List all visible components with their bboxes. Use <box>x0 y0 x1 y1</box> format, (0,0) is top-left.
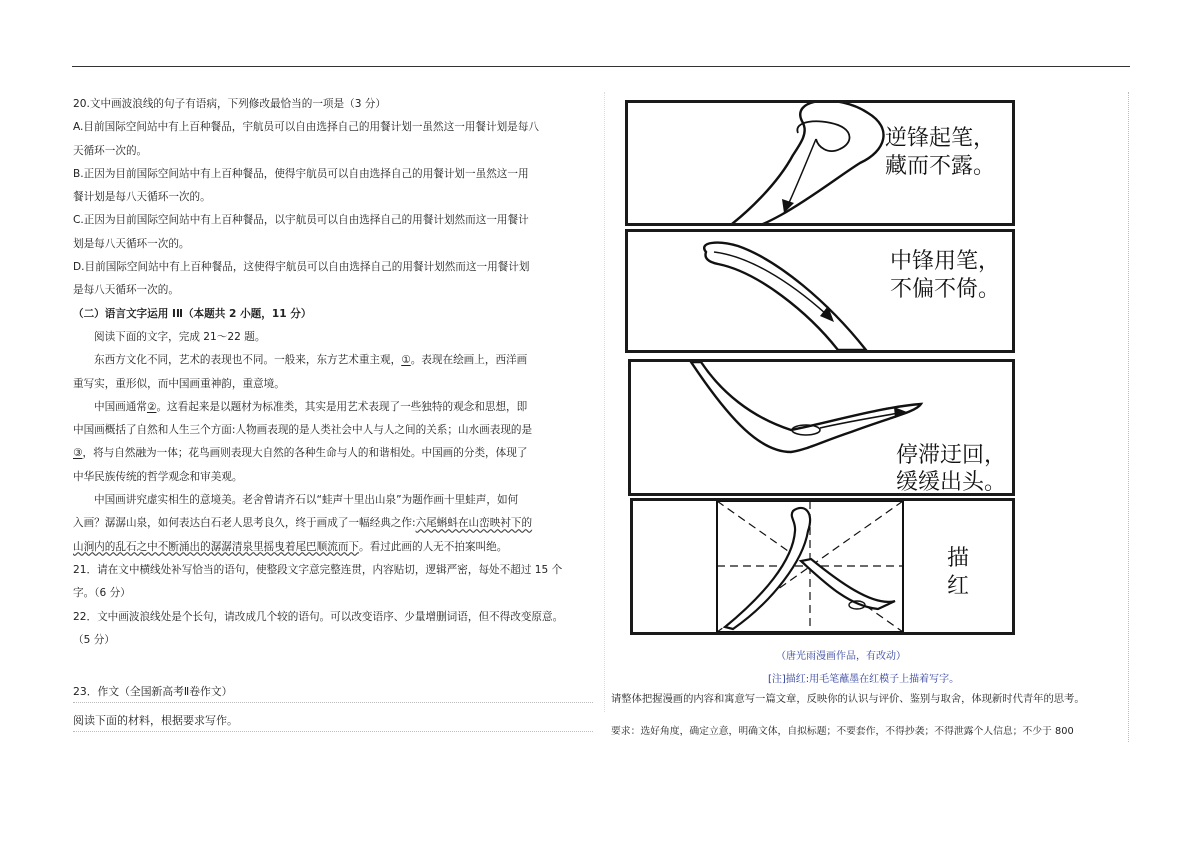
panel1-line2: 藏而不露。 <box>885 154 996 179</box>
blank-3[interactable]: ③ <box>73 447 83 460</box>
blank-1[interactable]: ① <box>401 354 411 367</box>
q20-option-a: A.目前国际空间站中有上百种餐品，宇航员可以自由选择自己的用餐计划一虽然这一用餐计划是每八 <box>73 121 539 134</box>
essay-task: 请整体把握漫画的内容和寓意写一篇文章，反映你的认识与评价、鉴别与取舍，体现新时代青年的思考。 <box>611 693 1085 705</box>
wavy-sentence-part1: 六尾蝌蚪在山峦映衬下的 <box>415 517 533 530</box>
passage-p3-line3: 山涧内的乱石之中不断涌出的潺潺清泉里摇曳着尾巴顺流而下。看过此画的人无不拍案叫绝。 <box>73 540 508 553</box>
q20-option-c: C.正因为目前国际空间站中有上百种餐品，以宇航员可以自由选择自己的用餐计划然而这一用餐计 <box>73 214 529 227</box>
essay-requirements: 要求：选好角度，确定立意，明确文体，自拟标题；不要套作，不得抄袭；不得泄露个人信息；不少于 800 <box>611 726 1074 737</box>
q21-line1: 21．请在文中横线处补写恰当的语句，使整段文字意完整连贯，内容贴切，逻辑严密，每处不超过 15 个 <box>73 563 563 576</box>
q20-option-b-cont: 餐计划是每八天循环一次的。 <box>73 191 211 204</box>
comic-panel-2 <box>625 229 1015 353</box>
passage-p2-line3: ③，将与自然融为一体；花鸟画则表现大自然的各种生命与人的和谐相处。中国画的分类，体现了 <box>73 447 528 460</box>
q23-title: 23．作文（全国新高考Ⅱ卷作文） <box>73 684 593 703</box>
panel2-line2: 不偏不倚。 <box>890 277 1001 302</box>
q22-line2: （5 分） <box>73 633 115 646</box>
q20-option-b: B.正因为目前国际空间站中有上百种餐品，使得宇航员可以自由选择自己的用餐计划一虽然这一用 <box>73 167 529 180</box>
comic-panel-4 <box>630 498 1015 635</box>
passage-p2-line4: 中华民族传统的哲学观念和审美观。 <box>73 470 243 483</box>
q20-stem: 20.文中画波浪线的句子有语病，下列修改最恰当的一项是（3 分） <box>73 98 386 110</box>
q20-option-d: D.目前国际空间站中有上百种餐品，这使得宇航员可以自由选择自己的用餐计划然而这一用餐计划 <box>73 261 530 274</box>
panel3-line1: 停滞迂回， <box>896 443 1007 468</box>
panel4-char-1: 描 <box>947 546 970 571</box>
q21-line2: 字。（6 分） <box>73 587 131 600</box>
passage-p2-line1: 中国画通常②。这看起来是以题材为标准类，其实是用艺术表现了一些独特的观念和思想，即 <box>94 400 528 413</box>
figure-caption: （唐光雨漫画作品，有改动） <box>776 651 906 662</box>
reading-instruction: 阅读下面的文字，完成 21～22 题。 <box>94 330 266 343</box>
figure-note: [注]描红:用毛笔蘸墨在红模子上描着写字。 <box>768 674 960 685</box>
q23-section <box>73 684 593 732</box>
passage-p2-line2: 中国画概括了自然和人生三个方面:人物画表现的是人类社会中人与人之间的关系；山水画表现的是 <box>73 424 533 437</box>
passage-p1-line2: 重写实，重形似，而中国画重神韵，重意境。 <box>73 377 285 390</box>
right-margin-dots <box>1128 92 1129 742</box>
comic-panel-1 <box>625 100 1015 226</box>
q20-option-a-cont: 天循环一次的。 <box>73 144 148 157</box>
q20-option-d-cont: 是每八天循环一次的。 <box>73 284 179 297</box>
passage-p3-line1: 中国画讲究虚实相生的意境美。老舍曾请齐石以“蛙声十里出山泉”为题作画十里蛙声，如何 <box>94 494 519 507</box>
q22-line1: 22．文中画波浪线处是个长句，请改成几个较的语句。可以改变语序、少量增删词语，但不得改变原意。 <box>73 610 564 623</box>
wavy-sentence-part2: 山涧内的乱石之中不断涌出的潺潺清泉里摇曳着尾巴顺流而下 <box>73 540 360 553</box>
q23-instruction: 阅读下面的材料，根据要求写作。 <box>73 713 593 732</box>
panel1-line1: 逆锋起笔， <box>885 126 996 151</box>
passage-p3-line2: 入画？潺潺山泉，如何表达白石老人思考良久，终于画成了一幅经典之作:六尾蝌蚪在山峦映衬下的 <box>73 517 533 530</box>
column-separator <box>604 92 605 712</box>
blank-2[interactable]: ② <box>146 400 157 413</box>
left-column <box>73 93 593 652</box>
section-heading: （二）语言文字运用 IⅡ（本题共 2 小题，11 分） <box>73 307 312 320</box>
q20-option-c-cont: 划是每八天循环一次的。 <box>73 237 190 250</box>
passage-p1-line1: 东西方文化不同，艺术的表现也不同。一般来，东方艺术重主观，①。表现在绘画上，西洋画 <box>94 354 528 367</box>
panel4-char-2: 红 <box>947 574 970 599</box>
header-rule <box>72 66 1130 67</box>
panel2-line1: 中锋用笔， <box>890 249 1001 274</box>
comic-panel-3 <box>628 359 1015 496</box>
panel3-line2: 缓缓出头。 <box>896 470 1007 495</box>
